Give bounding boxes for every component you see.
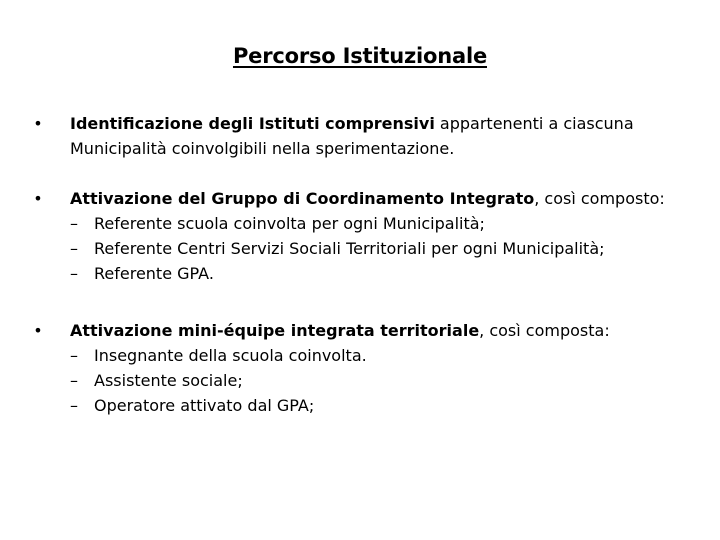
slide-title: Percorso Istituzionale [232, 44, 487, 68]
bullet-text: , così composta: [479, 321, 610, 340]
bullet-heading: Identificazione degli Istituti comprensivi [70, 114, 435, 133]
bullet-dot-icon: • [33, 189, 43, 208]
sub-list-item [30, 393, 700, 418]
sub-item-text: Assistente sociale; [94, 371, 243, 390]
sub-item-text: Referente Centri Servizi Sociali Territoriali per ogni Municipalità; [94, 239, 605, 258]
sub-list-item [30, 236, 700, 261]
bullet-text: , così composto: [534, 189, 665, 208]
sub-list-item [30, 211, 700, 236]
sub-list-item [30, 343, 700, 368]
bullet-item [30, 111, 700, 161]
bullet-item [30, 318, 700, 418]
sub-list-item [30, 368, 700, 393]
dash-icon: – [70, 396, 78, 415]
bullet-continuation-text: Municipalità coinvolgibili nella sperimentazione. [70, 139, 455, 158]
bullet-text: appartenenti a ciascuna [434, 114, 634, 133]
bullet-line [30, 186, 700, 211]
bullet-dot-icon: • [33, 321, 43, 340]
dash-icon: – [70, 214, 78, 233]
bullet-line [30, 111, 700, 136]
dash-icon: – [70, 371, 78, 390]
dash-icon: – [70, 239, 78, 258]
sub-list-item [30, 261, 700, 286]
bullet-heading: Attivazione del Gruppo di Coordinamento Integrato [70, 189, 535, 208]
bullet-heading: Attivazione mini-équipe integrata territoriale [70, 321, 480, 340]
bullet-continuation [30, 136, 700, 161]
bullet-dot-icon: • [33, 114, 43, 133]
sub-item-text: Insegnante della scuola coinvolta. [94, 346, 367, 365]
bullet-item [30, 186, 700, 286]
sub-item-text: Referente scuola coinvolta per ogni Municipalità; [94, 214, 485, 233]
dash-icon: – [70, 264, 78, 283]
sub-item-text: Operatore attivato dal GPA; [94, 396, 315, 415]
dash-icon: – [70, 346, 78, 365]
bullet-line [30, 318, 700, 343]
sub-item-text: Referente GPA. [94, 264, 214, 283]
